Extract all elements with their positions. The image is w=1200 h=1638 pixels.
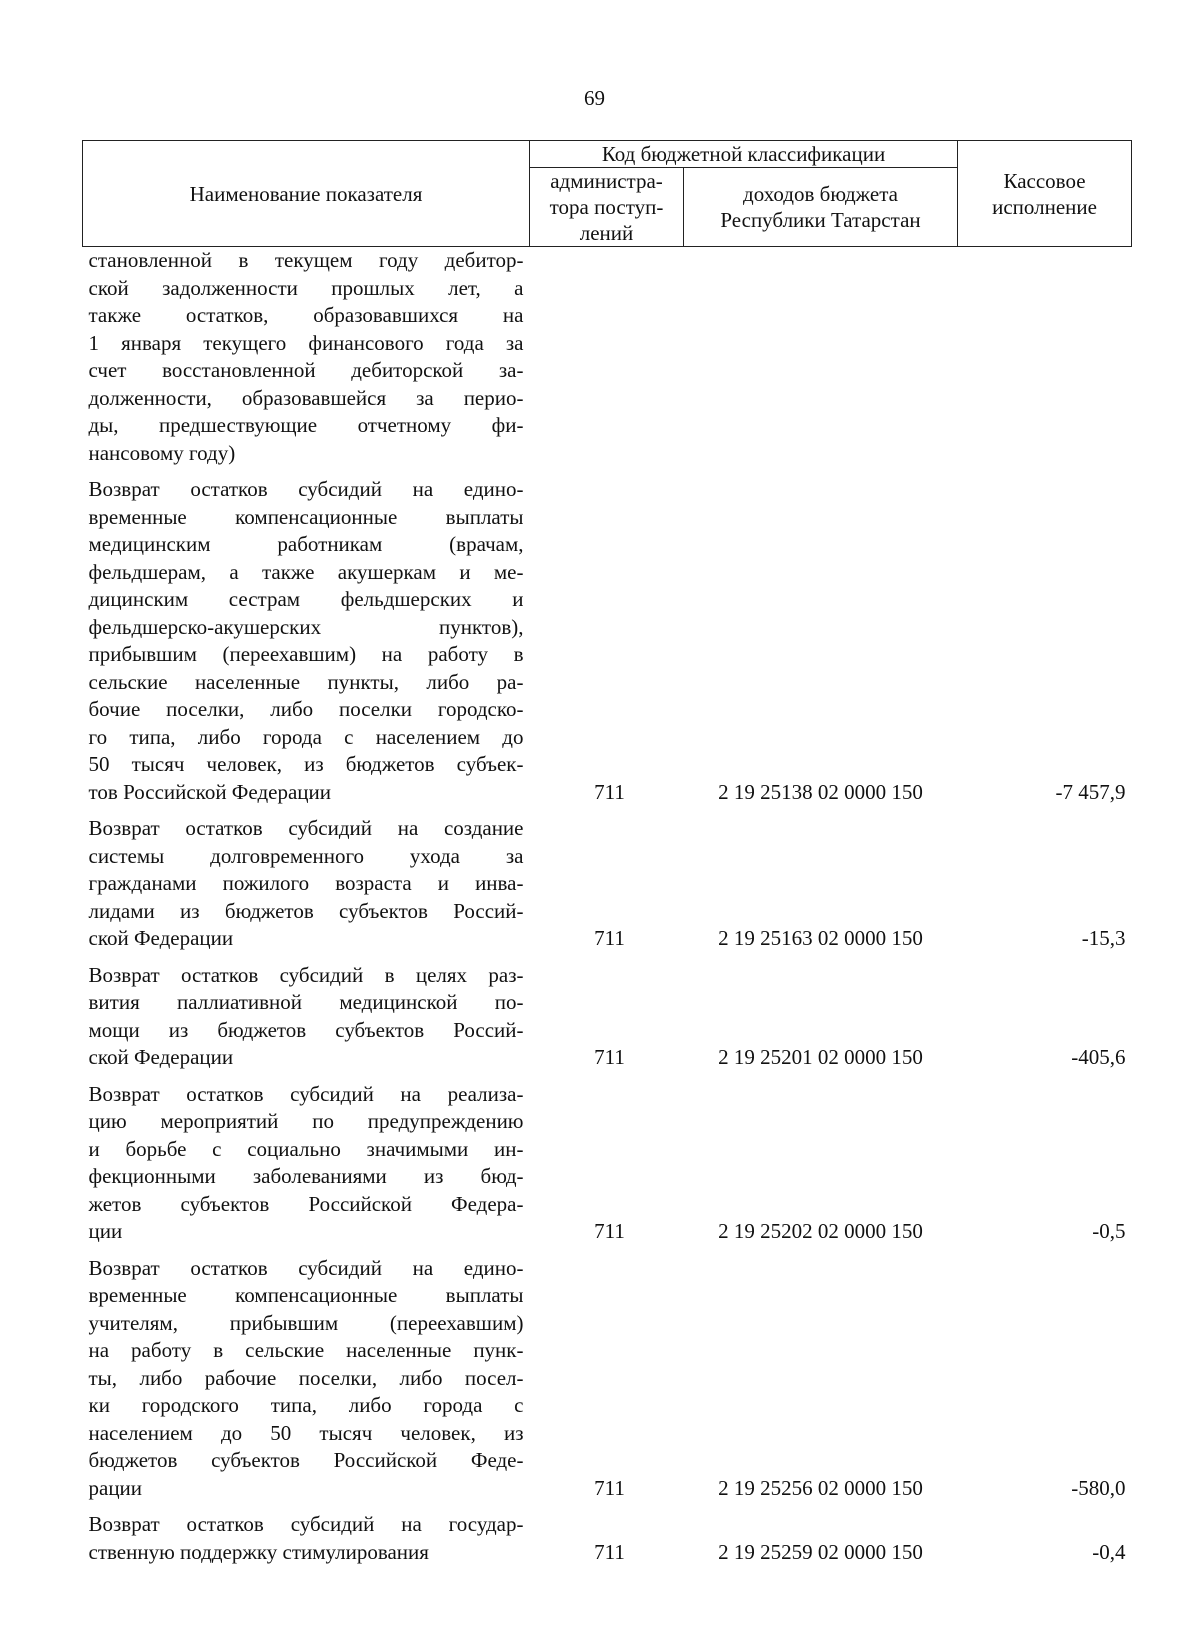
row-name-text: Возврат остатков субсидий на государ- ственную поддержку стимулирования (88, 1512, 524, 1564)
table-row (83, 1246, 1132, 1503)
header-revenue-code (684, 168, 958, 247)
row-name (83, 1072, 530, 1246)
row-revenue-code: 2 19 25201 02 0000 150 (718, 1045, 923, 1069)
row-name-text: становленной в текущем году дебитор- ской задолженности прошлых лет, а также остатков, образовавшихся на 1 января текущего финансового года за счет восстановленной дебиторской за- долженности, образовавшейся за перио- ды, предшествующие отчетному фи- нансовому году) (88, 248, 524, 465)
table-row (83, 806, 1132, 953)
row-name (83, 1502, 530, 1566)
page-number: 69 (584, 86, 605, 110)
budget-table (82, 140, 1132, 1566)
header-classification-code: Код бюджетной классификации (530, 141, 958, 168)
row-admin-code: 711 (594, 1045, 625, 1069)
header-revenue-code-text: доходов бюджета Республики Татарстан (720, 182, 921, 232)
header-administrator (530, 168, 684, 247)
table-row (83, 467, 1132, 806)
header-cash-execution (958, 141, 1132, 247)
row-name-text: Возврат остатков субсидий на едино- временные компенсационные выплаты учителям, прибывшим (переехавшим) на работу в сельские населенные пунк- ты, либо рабочие поселки, либо посел- ки городского типа, либо города с населением до 50 тысяч человек, из бюджетов субъектов Российской Феде- рации (88, 1255, 524, 1500)
row-revenue-code (684, 247, 958, 468)
row-amount (958, 247, 1132, 468)
table-row (83, 1072, 1132, 1246)
row-amount: -405,6 (1071, 1045, 1126, 1069)
header-indicator-name: Наименование показателя (83, 141, 530, 247)
row-name (83, 806, 530, 953)
row-name-text: Возврат остатков субсидий на создание системы долговременного ухода за гражданами пожилого возраста и инва- лидами из бюджетов субъектов Россий- ской Федерации (88, 816, 524, 950)
row-admin-code (530, 247, 684, 468)
row-amount: -7 457,9 (1055, 779, 1126, 804)
table-row (83, 247, 1132, 468)
table-body (83, 247, 1132, 1567)
row-amount: -0,5 (1092, 1219, 1126, 1243)
row-amount: -15,3 (1081, 926, 1126, 950)
row-name-text: Возврат остатков субсидий в целях раз- вития паллиативной медицинской по- мощи из бюджетов субъектов Россий- ской Федерации (88, 962, 524, 1069)
table-header (83, 141, 1132, 247)
row-name (83, 467, 530, 806)
row-revenue-code: 2 19 25202 02 0000 150 (718, 1219, 923, 1243)
table-row (83, 1502, 1132, 1566)
row-admin-code: 711 (594, 926, 625, 950)
row-admin-code: 711 (594, 1475, 625, 1500)
row-name-text: Возврат остатков субсидий на едино- временные компенсационные выплаты медицинским работникам (врачам, фельдшерам, а также акушеркам и ме- дицинским сестрам фельдшерских и фельдшерско-акушерских пунктов), прибывшим (переехавшим) на работу в сельские населенные пункты, либо ра- бочие поселки, либо поселки городско- го типа, либо города с населением до 50 тысяч человек, из бюджетов субъек- тов Российской Федерации (88, 477, 524, 804)
row-revenue-code: 2 19 25259 02 0000 150 (718, 1539, 923, 1564)
header-cash-execution-text: Кассовое исполнение (992, 168, 1097, 219)
row-revenue-code: 2 19 25138 02 0000 150 (718, 779, 923, 804)
header-administrator-text: администра- тора поступ- лений (549, 169, 664, 245)
row-admin-code: 711 (594, 779, 625, 804)
row-name (83, 1246, 530, 1503)
table-row (83, 953, 1132, 1072)
row-amount: -580,0 (1071, 1475, 1126, 1500)
row-admin-code: 711 (594, 1219, 625, 1243)
row-revenue-code: 2 19 25256 02 0000 150 (718, 1475, 923, 1500)
row-name-text: Возврат остатков субсидий на реализа- цию мероприятий по предупреждению и борьбе с социально значимыми ин- фекционными заболеваниями из бюд- жетов субъектов Российской Федера- ции (88, 1081, 524, 1243)
row-admin-code: 711 (594, 1539, 625, 1564)
row-revenue-code: 2 19 25163 02 0000 150 (718, 926, 923, 950)
row-amount: -0,4 (1092, 1539, 1126, 1564)
row-name (83, 953, 530, 1072)
row-name (83, 247, 530, 468)
